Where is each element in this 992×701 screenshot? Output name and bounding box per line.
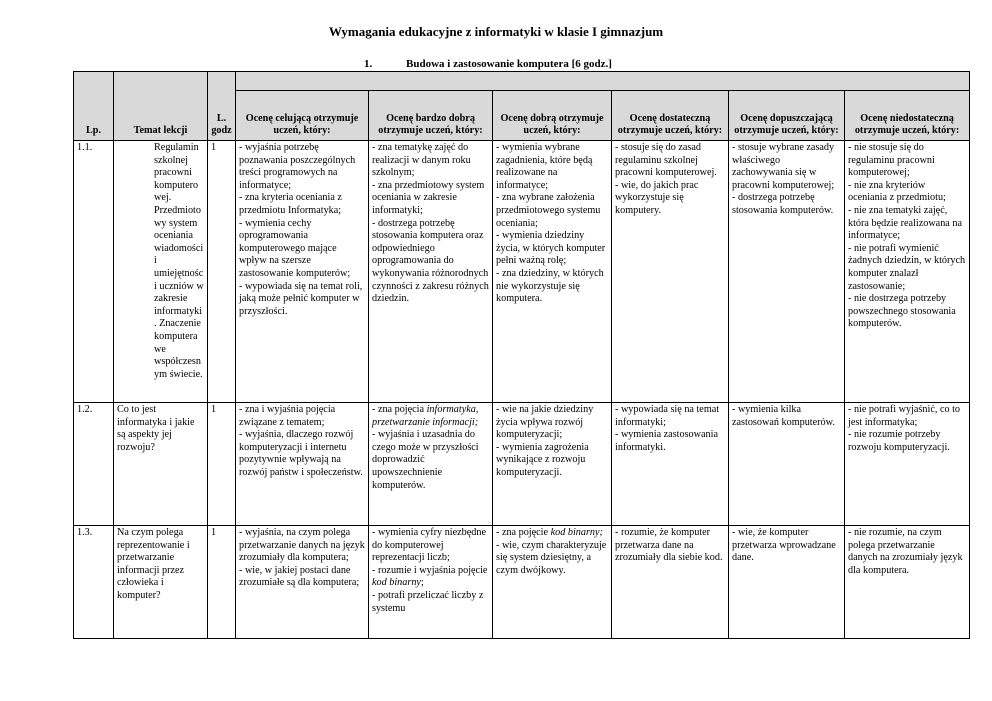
cell-bardzo-dobra — [369, 403, 493, 526]
header-celujaca: Ocenę celującą otrzymuje uczeń, który: — [236, 91, 369, 141]
cell-celujaca: - wyjaśnia, na czym polega przetwarzanie danych na język zrozumiały dla komputera; - wie, w jakiej postaci dane zrozumiałe są dla komputera; — [236, 526, 369, 639]
requirements-table — [73, 71, 970, 639]
header-dobra: Ocenę dobrą otrzymuje uczeń, który: — [493, 91, 612, 141]
section-title: Budowa i zastosowanie komputera [6 godz.] — [406, 58, 612, 70]
text-fragment: - zna pojęcia — [372, 404, 427, 415]
italic-term: kod binarny — [372, 577, 421, 589]
header-godz: L. godz — [208, 91, 236, 141]
table-row — [74, 526, 970, 639]
cell-niedostateczna: - nie potrafi wyjaśnić, co to jest informatyka; - nie rozumie potrzeby rozwoju komputeryzacji. — [845, 403, 970, 526]
cell-dopuszczajaca: - stosuje wybrane zasady właściwego zachowywania się w pracowni komputerowej; - dostrzega potrzebę stosowania komputerów. — [729, 141, 845, 403]
text-fragment: - wymienia cyfry niezbędne do komputerowej reprezentacji liczb; - rozumie i wyjaśnia pojęcie — [372, 527, 488, 576]
cell-dostateczna: - wypowiada się na temat informatyki; - wymienia zastosowania informatyki. — [612, 403, 729, 526]
header-dostateczna: Ocenę dostateczną otrzymuje uczeń, który: — [612, 91, 729, 141]
text-fragment: - wyjaśnia i uzasadnia do czego może w przyszłości doprowadzić upowszechnienie komputerów. — [372, 429, 479, 491]
row-temat: Co to jest informatyka i jakie są aspekty jej rozwoju? — [114, 403, 208, 526]
row-lp: 1.3. — [74, 526, 114, 639]
cell-bardzo-dobra: - zna tematykę zajęć do realizacji w danym roku szkolnym; - zna przedmiotowy system oceniania w zakresie informatyki; - dostrzega potrzebę stosowania komputera oraz odpowiedniego oprogramowania do wykonywania różnorodnych czynności z zakresu różnych dziedzin. — [369, 141, 493, 403]
table-row — [74, 141, 970, 403]
row-lp: 1.2. — [74, 403, 114, 526]
table-row — [74, 403, 970, 526]
cell-dopuszczajaca: - wie, że komputer przetwarza wprowadzane dane. — [729, 526, 845, 639]
header-bardzo-dobra: Ocenę bardzo dobrą otrzymuje uczeń, który: — [369, 91, 493, 141]
cell-bardzo-dobra — [369, 526, 493, 639]
row-temat: Na czym polega reprezentowanie i przetwarzanie informacji przez człowieka i komputer? — [114, 526, 208, 639]
header-niedostateczna: Ocenę niedostateczną otrzymuje uczeń, który: — [845, 91, 970, 141]
table-header-row — [74, 91, 970, 141]
text-fragment: ; - potrafi przeliczać liczby z systemu — [372, 577, 484, 614]
cell-dobra — [493, 526, 612, 639]
cell-dostateczna: - stosuje się do zasad regulaminu szkolnej pracowni komputerowej. - wie, do jakich prac wykorzystuje się komputery. — [612, 141, 729, 403]
row-lp: 1.1. — [74, 141, 114, 403]
italic-term: kod binarny; — [550, 527, 603, 538]
cell-niedostateczna: - nie rozumie, na czym polega przetwarzanie danych na zrozumiały język dla komputera. — [845, 526, 970, 639]
cell-dopuszczajaca: - wymienia kilka zastosowań komputerów. — [729, 403, 845, 526]
italic-term: informatyka, przetwarzanie informacji; — [372, 404, 479, 428]
text-fragment: - zna pojęcie — [496, 527, 551, 538]
cell-dostateczna: - rozumie, że komputer przetwarza dane na zrozumiały dla siebie kod. — [612, 526, 729, 639]
cell-niedostateczna: - nie stosuje się do regulaminu pracowni komputerowej; - nie zna kryteriów oceniania z przedmiotu; - nie zna tematyki zajęć, która będzie realizowana na informatyce; - nie potrafi wymienić żadnych dziedzin, w których komputer znalazł zastosowanie; - nie dostrzega potrzeby powszechnego stosowania komputerów. — [845, 141, 970, 403]
header-temat: Temat lekcji — [114, 91, 208, 141]
header-lp: Lp. — [74, 91, 114, 141]
text-fragment: - wie, czym charakteryzuje się system dziesiętny, a czym dwójkowy. — [496, 539, 607, 576]
row-temat: Regulamin szkolnej pracowni komputerowej. Przedmiotowy system oceniania wiadomości i umiejętności uczniów w zakresie informatyki. Znaczenie komputera we współczesnym świecie. — [114, 141, 208, 403]
row-godz: 1 — [208, 141, 236, 403]
document-title: Wymagania edukacyjne z informatyki w klasie I gimnazjum — [328, 24, 664, 39]
cell-celujaca: - wyjaśnia potrzebę poznawania poszczególnych treści programowych na informatyce; - zna kryteria oceniania z przedmiotu Informatyka; - wymienia cechy oprogramowania komputerowego mające wpływ na szersze zastosowanie komputerów; - wypowiada się na temat roli, jaką może pełnić komputer w przyszłości. — [236, 141, 369, 403]
section-number: 1. — [364, 58, 373, 70]
cell-dobra: - wymienia wybrane zagadnienia, które będą realizowane na informatyce; - zna wybrane założenia przedmiotowego systemu oceniania; - wymienia dziedziny życia, w których komputer pełni ważną rolę; - zna dziedziny, w których nie wykorzystuje się komputera. — [493, 141, 612, 403]
header-dopuszczajaca: Ocenę dopuszczającą otrzymuje uczeń, który: — [729, 91, 845, 141]
row-godz: 1 — [208, 526, 236, 639]
cell-dobra: - wie na jakie dziedziny życia wpływa rozwój komputeryzacji; - wymienia zagrożenia wynikające z rozwoju komputeryzacji. — [493, 403, 612, 526]
table-top-band — [74, 72, 970, 91]
row-godz: 1 — [208, 403, 236, 526]
cell-celujaca: - zna i wyjaśnia pojęcia związane z tematem; - wyjaśnia, dlaczego rozwój komputeryzacji i internetu pozytywnie wpływają na rozwój państw i społeczeństw. — [236, 403, 369, 526]
